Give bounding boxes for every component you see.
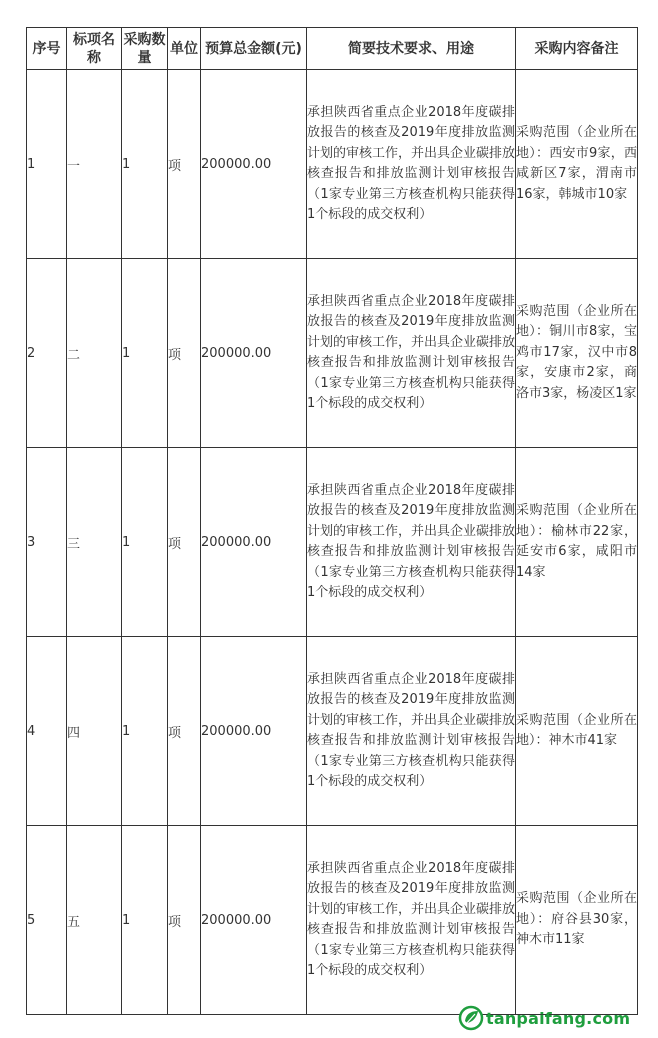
cell-budget: 200000.00 (201, 826, 307, 1015)
cell-budget: 200000.00 (201, 637, 307, 826)
cell-desc: 承担陕西省重点企业2018年度碳排放报告的核查及2019年度排放监测计划的审核工作，并出具企业碳排放核查报告和排放监测计划审核报告（1家专业第三方核查机构只能获得1个标段的成交权利） (307, 826, 516, 1015)
cell-desc: 承担陕西省重点企业2018年度碳排放报告的核查及2019年度排放监测计划的审核工作，并出具企业碳排放核查报告和排放监测计划审核报告（1家专业第三方核查机构只能获得1个标段的成交权利） (307, 448, 516, 637)
header-row (27, 28, 638, 70)
watermark (458, 1004, 630, 1032)
header-index: 序号 (27, 28, 67, 70)
cell-index: 1 (27, 70, 67, 259)
table-row (27, 448, 638, 637)
cell-budget: 200000.00 (201, 70, 307, 259)
cell-budget: 200000.00 (201, 448, 307, 637)
cell-name: 一 (67, 70, 122, 259)
header-qty: 采购数量 (122, 28, 168, 70)
cell-unit: 项 (168, 448, 201, 637)
watermark-text: tanpaifang.com (486, 1008, 631, 1028)
cell-desc: 承担陕西省重点企业2018年度碳排放报告的核查及2019年度排放监测计划的审核工作，并出具企业碳排放核查报告和排放监测计划审核报告（1家专业第三方核查机构只能获得1个标段的成交权利） (307, 637, 516, 826)
cell-index: 5 (27, 826, 67, 1015)
cell-qty: 1 (122, 448, 168, 637)
cell-note: 采购范围（企业所在地）：铜川市8家，宝鸡市17家，汉中市8家，安康市2家，商洛市3家，杨凌区1家 (516, 259, 638, 448)
cell-qty: 1 (122, 259, 168, 448)
table-row (27, 826, 638, 1015)
cell-unit: 项 (168, 826, 201, 1015)
header-name: 标项名称 (67, 28, 122, 70)
cell-name: 五 (67, 826, 122, 1015)
cell-note: 采购范围（企业所在地）：神木市41家 (516, 637, 638, 826)
cell-qty: 1 (122, 826, 168, 1015)
cell-desc: 承担陕西省重点企业2018年度碳排放报告的核查及2019年度排放监测计划的审核工作，并出具企业碳排放核查报告和排放监测计划审核报告（1家专业第三方核查机构只能获得1个标段的成交权利） (307, 70, 516, 259)
cell-index: 4 (27, 637, 67, 826)
cell-unit: 项 (168, 70, 201, 259)
table-row (27, 70, 638, 259)
header-unit: 单位 (168, 28, 201, 70)
cell-qty: 1 (122, 637, 168, 826)
cell-index: 2 (27, 259, 67, 448)
cell-unit: 项 (168, 637, 201, 826)
cell-desc: 承担陕西省重点企业2018年度碳排放报告的核查及2019年度排放监测计划的审核工作，并出具企业碳排放核查报告和排放监测计划审核报告（1家专业第三方核查机构只能获得1个标段的成交权利） (307, 259, 516, 448)
cell-note: 采购范围（企业所在地）：府谷县30家，神木市11家 (516, 826, 638, 1015)
procurement-table (26, 27, 638, 1015)
cell-qty: 1 (122, 70, 168, 259)
cell-unit: 项 (168, 259, 201, 448)
cell-name: 四 (67, 637, 122, 826)
cell-note: 采购范围（企业所在地）：榆林市22家，延安市6家，咸阳市14家 (516, 448, 638, 637)
cell-budget: 200000.00 (201, 259, 307, 448)
header-desc: 简要技术要求、用途 (307, 28, 516, 70)
cell-note: 采购范围（企业所在地）：西安市9家，西咸新区7家，渭南市16家，韩城市10家 (516, 70, 638, 259)
table-row (27, 637, 638, 826)
header-budget: 预算总金额(元) (201, 28, 307, 70)
table-row (27, 259, 638, 448)
cell-index: 3 (27, 448, 67, 637)
header-note: 采购内容备注 (516, 28, 638, 70)
cell-name: 二 (67, 259, 122, 448)
cell-name: 三 (67, 448, 122, 637)
leaf-globe-icon (458, 1005, 484, 1031)
